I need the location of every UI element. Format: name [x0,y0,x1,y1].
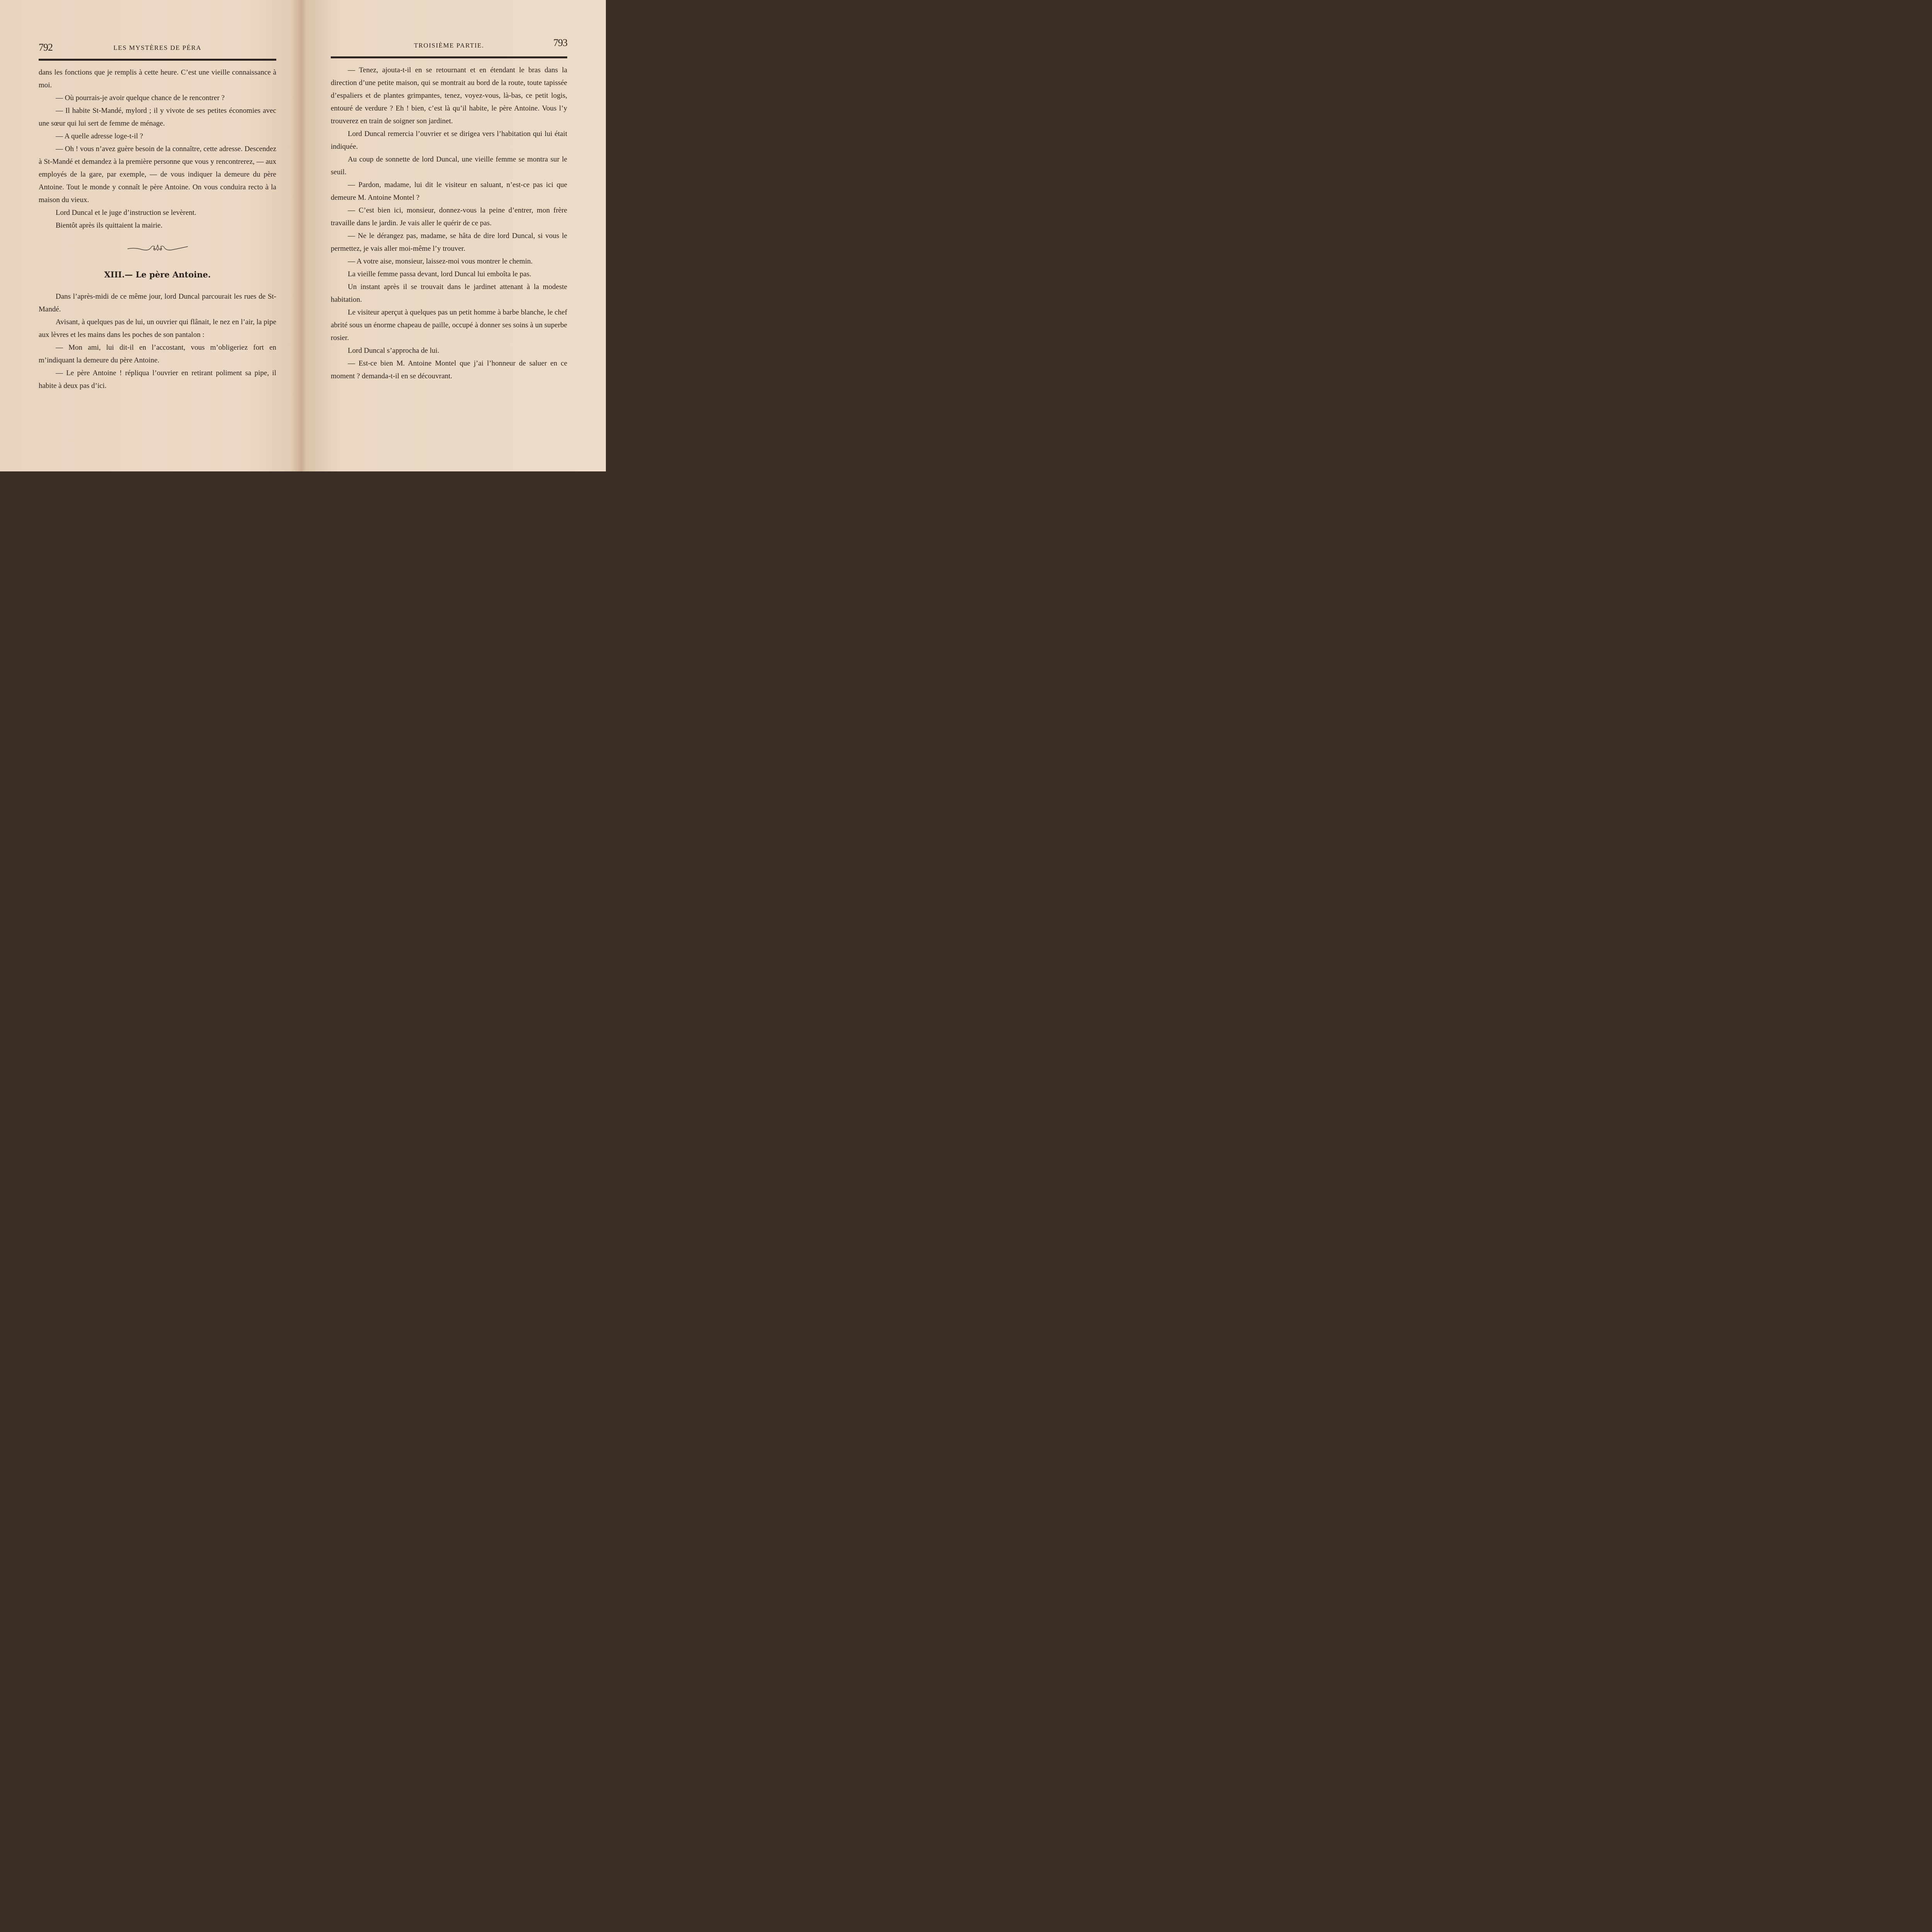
paragraph: Lord Duncal s’approcha de lui. [348,347,439,355]
left-body-text [39,66,276,392]
page-number: 793 [553,37,567,48]
paragraph: Le visiteur aperçut à quelques pas un petit homme à barbe blanche, le chef abrité sous un énorme chapeau de paille, occupé à donner ses soins à un superbe rosier. [331,308,567,342]
paragraph: Avisant, à quelques pas de lui, un ouvrier qui flânait, le nez en l’air, la pipe aux lèvres et les mains dans les poches de son pantalon : [39,318,276,339]
paragraph: Lord Duncal et le juge d’instruction se levèrent. [56,209,197,217]
paragraph: — Pardon, madame, lui dit le visiteur en saluant, n’est-ce pas ici que demeure M. Antoine Montel ? [331,181,567,202]
paragraph: — Oh ! vous n’avez guère besoin de la connaître, cette adresse. Descendez à St-Mandé et demandez à la première personne que vous y rencontrerez, — aux employés de la gare, par exemple, — de vous indiquer la demeure du père Antoine. Tout le monde y connaît le père Antoine. On vous conduira recto à la maison du vieux. [39,145,276,204]
paragraph: — Est-ce bien M. Antoine Montel que j’ai l’honneur de saluer en ce moment ? demanda-t-il en se découvrant. [331,359,567,380]
right-body-text [331,64,567,383]
paragraph: — A quelle adresse loge-t-il ? [56,132,143,140]
running-title: LES MYSTÈRES DE PÉRA [113,44,202,51]
paragraph: — Le père Antoine ! répliqua l’ouvrier en retirant poliment sa pipe, il habite à deux pas d’ici. [39,369,276,390]
paragraph: — Il habite St-Mandé, mylord ; il y vivote de ses petites économies avec une sœur qui lui sert de femme de ménage. [39,107,276,128]
chapter-heading: XIII.— Le père Antoine. [104,270,211,279]
running-title: TROISIÈME PARTIE. [414,42,484,49]
paragraph: — Où pourrais-je avoir quelque chance de le rencontrer ? [56,94,225,102]
right-page-header [331,36,567,60]
paragraph: dans les fonctions que je remplis à cette heure. C’est une vieille connaissance à moi. [39,68,276,89]
paragraph: Lord Duncal remercia l’ouvrier et se dirigea vers l’habitation qui lui était indiquée. [331,130,567,151]
left-page [39,0,276,471]
ornament-icon [127,243,189,253]
paragraph: — Tenez, ajouta-t-il en se retournant et en étendant le bras dans la direction d’une petite maison, qui se montrait au bord de la route, toute tapissée d’espaliers et de plantes grimpantes, tenez, voyez-vous, là-bas, ce petit logis, entouré de verdure ? Eh ! bien, c’est là qu’il habite, le père Antoine. Vous l’y trouverez en train de soigner son jardinet. [331,66,567,125]
right-page [331,0,567,471]
paragraph: — Mon ami, lui dit-il en l’accostant, vous m’obligeriez fort en m’indiquant la demeure du père Antoine. [39,344,276,364]
page-number: 792 [39,42,53,53]
left-page-header [39,39,276,62]
paragraph: — C’est bien ici, monsieur, donnez-vous la peine d’entrer, mon frère travaille dans le jardin. Je vais aller le quérir de ce pas. [331,206,567,227]
paragraph: Bientôt après ils quittaient la mairie. [56,221,163,230]
book-spread [0,0,606,471]
paragraph: Dans l’après-midi de ce même jour, lord Duncal parcourait les rues de St-Mandé. [39,293,276,313]
paragraph: La vieille femme passa devant, lord Duncal lui emboîta le pas. [348,270,531,278]
paragraph: Un instant après il se trouvait dans le jardinet attenant à la modeste habitation. [331,283,567,304]
paragraph: Au coup de sonnette de lord Duncal, une vieille femme se montra sur le seuil. [331,155,567,176]
paragraph: — Ne le dérangez pas, madame, se hâta de dire lord Duncal, si vous le permettez, je vais aller moi-même l’y trouver. [331,232,567,253]
paragraph: — A votre aise, monsieur, laissez-moi vous montrer le chemin. [348,257,533,265]
